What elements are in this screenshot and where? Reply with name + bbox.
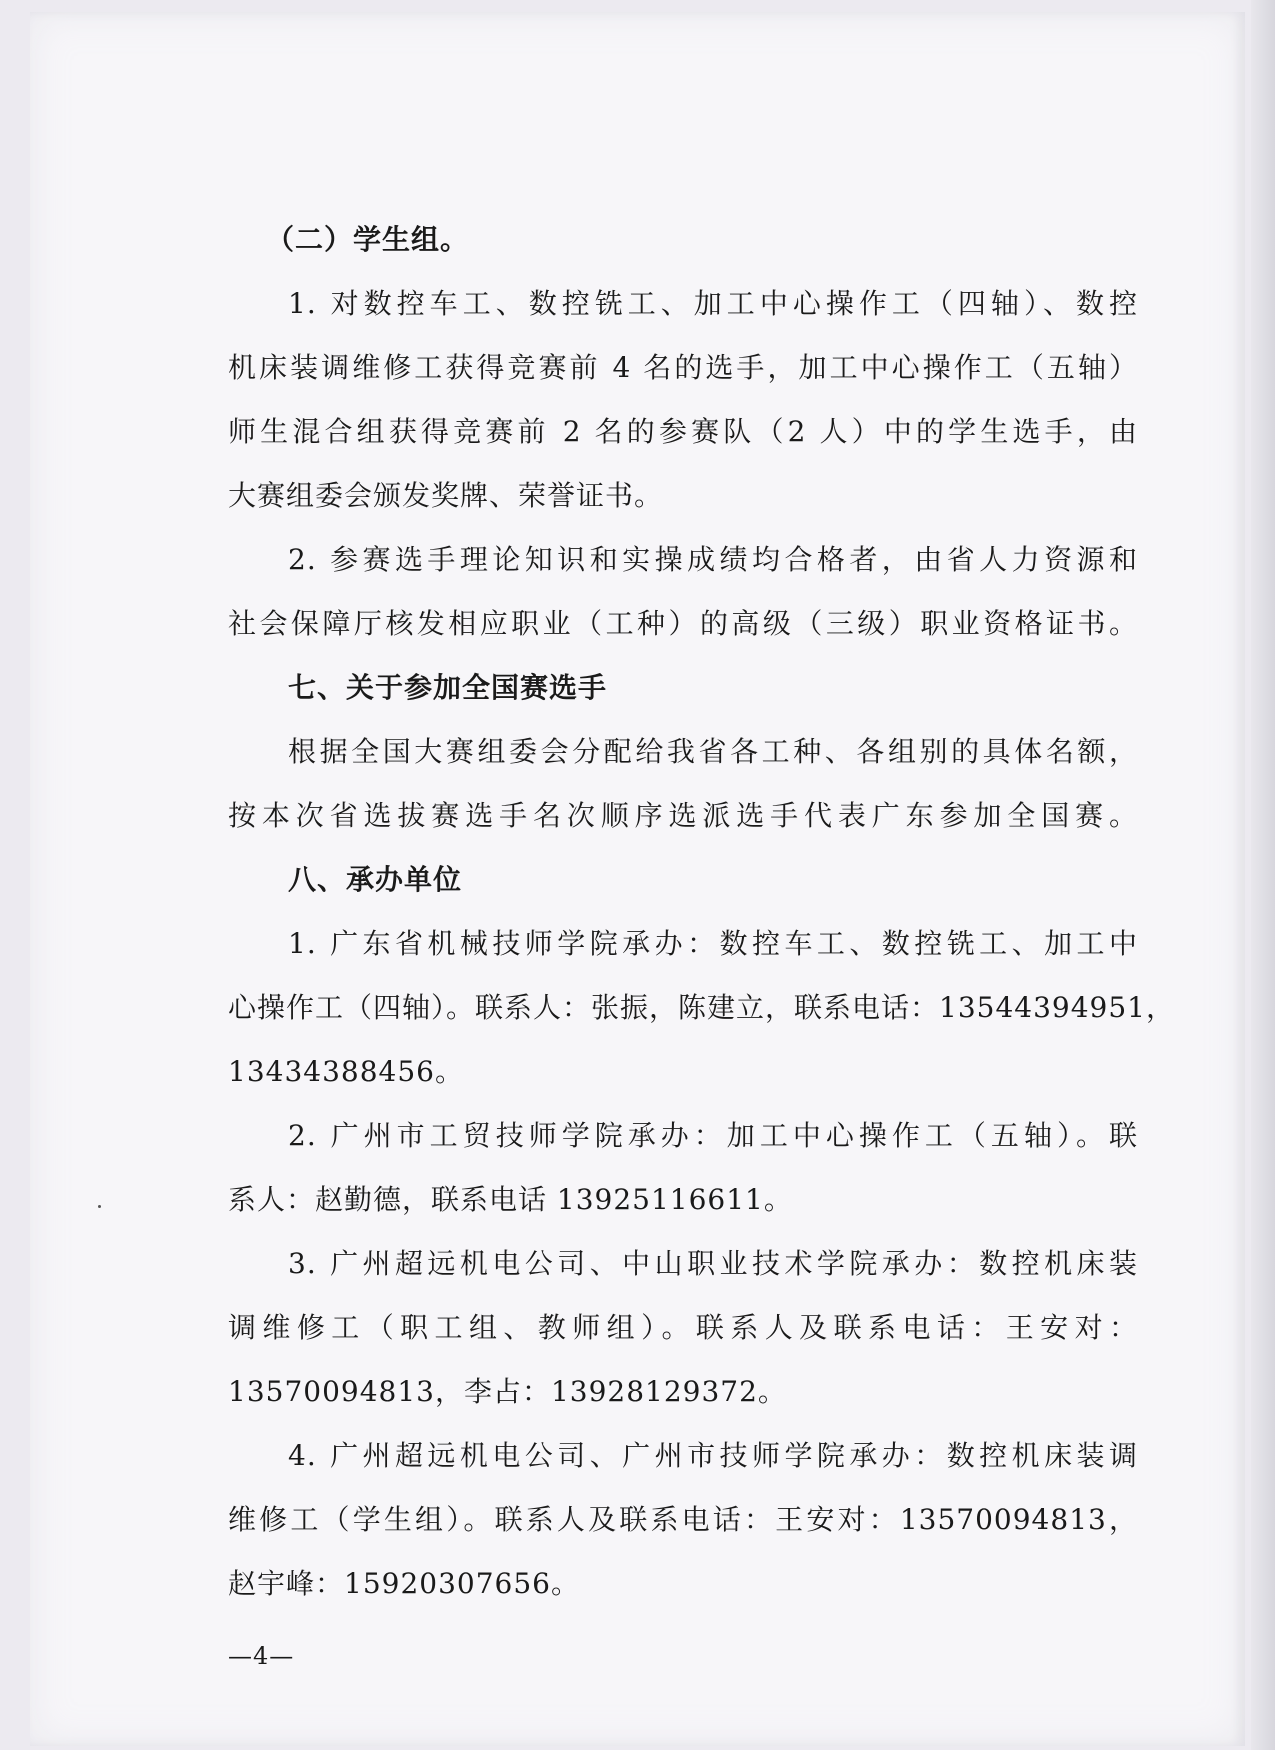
section-heading-students: （二）学生组。 [266,223,470,256]
page-edge [1251,0,1275,1750]
paragraph-line: 13570094813，李占：13928129372。 [228,1375,787,1408]
paragraph-line: 根据全国大赛组委会分配给我省各工种、各组别的具体名额， [288,735,1138,768]
paragraph-line: 师生混合组获得竞赛前 2 名的参赛队（2 人）中的学生选手，由 [228,415,1138,448]
section-heading-national: 七、关于参加全国赛选手 [288,671,608,704]
paragraph-line: 4. 广州超远机电公司、广州市技师学院承办：数控机床装调 [288,1439,1138,1472]
section-heading-organizers: 八、承办单位 [288,863,463,896]
paragraph-line: 13434388456。 [228,1055,464,1088]
paragraph-line: 2. 参赛选手理论知识和实操成绩均合格者，由省人力资源和 [288,543,1138,576]
paragraph-line: 按本次省选拔赛选手名次顺序选派选手代表广东参加全国赛。 [228,799,1138,832]
paragraph-line: 社会保障厅核发相应职业（工种）的高级（三级）职业资格证书。 [228,607,1138,640]
paragraph-line: 3. 广州超远机电公司、中山职业技术学院承办：数控机床装 [288,1247,1138,1280]
paragraph-line: 1. 对数控车工、数控铣工、加工中心操作工（四轴）、数控 [288,287,1138,320]
paragraph-line: 机床装调维修工获得竞赛前 4 名的选手，加工中心操作工（五轴） [228,351,1138,384]
paragraph-line: 维修工（学生组）。联系人及联系电话：王安对：13570094813， [228,1503,1138,1536]
paragraph-line: 2. 广州市工贸技师学院承办：加工中心操作工（五轴）。联 [288,1119,1138,1152]
paragraph-line: 心操作工（四轴）。联系人：张振，陈建立，联系电话：13544394951， [228,991,1175,1024]
paragraph-line: 赵宇峰：15920307656。 [228,1567,580,1600]
paragraph-line: 1. 广东省机械技师学院承办：数控车工、数控铣工、加工中 [288,927,1138,960]
page-number: —4— [228,1642,295,1670]
paragraph-line: 大赛组委会颁发奖牌、荣誉证书。 [228,479,664,512]
scan-speck [98,1205,101,1208]
paragraph-line: 调维修工（职工组、教师组）。联系人及联系电话：王安对： [228,1311,1138,1344]
paragraph-line: 系人：赵勤德，联系电话 13925116611。 [228,1183,793,1216]
